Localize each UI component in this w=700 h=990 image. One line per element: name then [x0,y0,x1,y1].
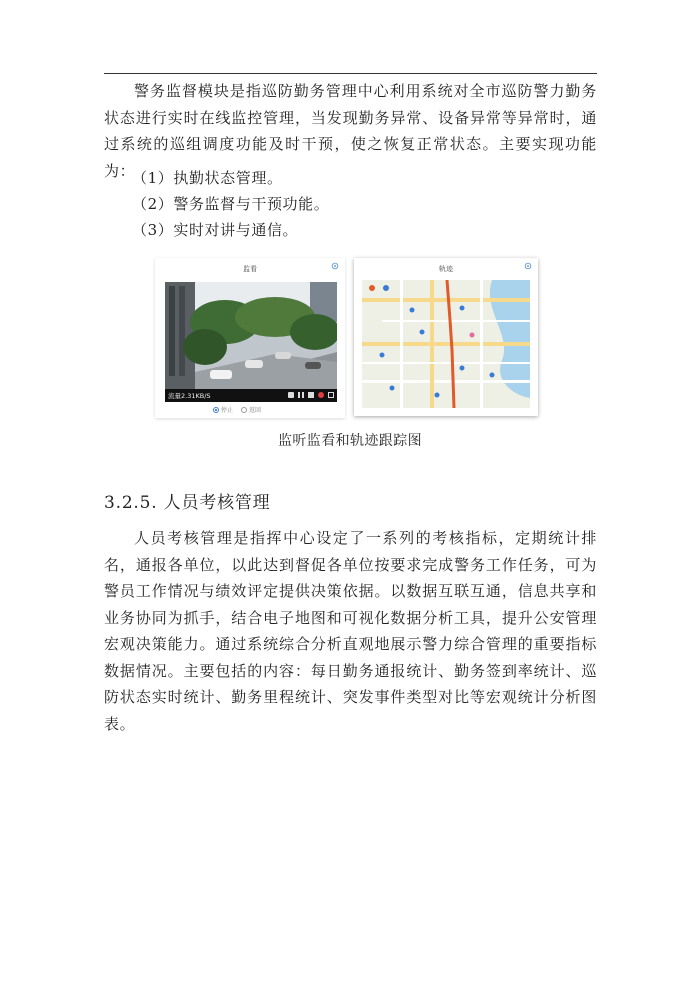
camera-icon[interactable] [288,392,294,398]
fullscreen-icon[interactable] [328,392,334,398]
track-panel [354,258,538,416]
track-map[interactable] [362,280,530,408]
settings-icon[interactable] [524,262,532,270]
map-image [362,280,530,408]
video-toolbar [165,389,337,402]
header-rule [104,73,597,74]
stop-icon[interactable] [308,392,314,398]
feature-item-1: （1）执勤状态管理。 [132,169,283,187]
track-panel-title: 轨迹 [439,265,453,273]
figure-caption: 监听监看和轨迹跟踪图 [278,433,422,449]
section-heading: 3.2.5. 人员考核管理 [104,493,271,513]
section-body: 人员考核管理是指挥中心设定了一系列的考核指标，定期统计排名，通报各单位，以此达到督促各单位按要求完成警务工作任务，可为警员工作情况与绩效评定提供决策依据。以数据互联互通，信息共享和业务协同为抓手，结合电子地图和可视化数据分析工具，提升公安管理宏观决策能力。通过系统综合分析直观地展示警力综合管理的重要指标数据情况。主要包括的内容：每日勤务通报统计、勤务签到率统计、巡防状态实时统计、勤务里程统计、突发事件类型对比等宏观统计分析图表。 [104,529,597,733]
monitor-panel [155,258,345,418]
radio-return[interactable]: 返回 [241,405,261,414]
video-feed[interactable] [165,282,337,402]
feature-item-3: （3）实时对讲与通信。 [132,221,299,239]
settings-icon[interactable] [331,262,339,270]
intro-paragraph: 警务监督模块是指巡防勤务管理中心利用系统对全市巡防警力勤务状态进行实时在线监控管理，当发现勤务异常、设备异常等异常时，通过系统的巡组调度功能及时干预，使之恢复正常状态。主要实现功能为： [104,82,597,180]
monitor-panel-title: 监看 [243,265,257,273]
playback-options [213,405,261,414]
volume-icon[interactable] [318,392,324,398]
pause-icon[interactable] [298,392,304,398]
radio-stop[interactable]: 停止 [213,405,233,414]
stream-speed: 流量2.31KB/S [168,392,211,400]
surveillance-image [165,282,337,402]
feature-item-2: （2）警务监督与干预功能。 [132,195,330,213]
